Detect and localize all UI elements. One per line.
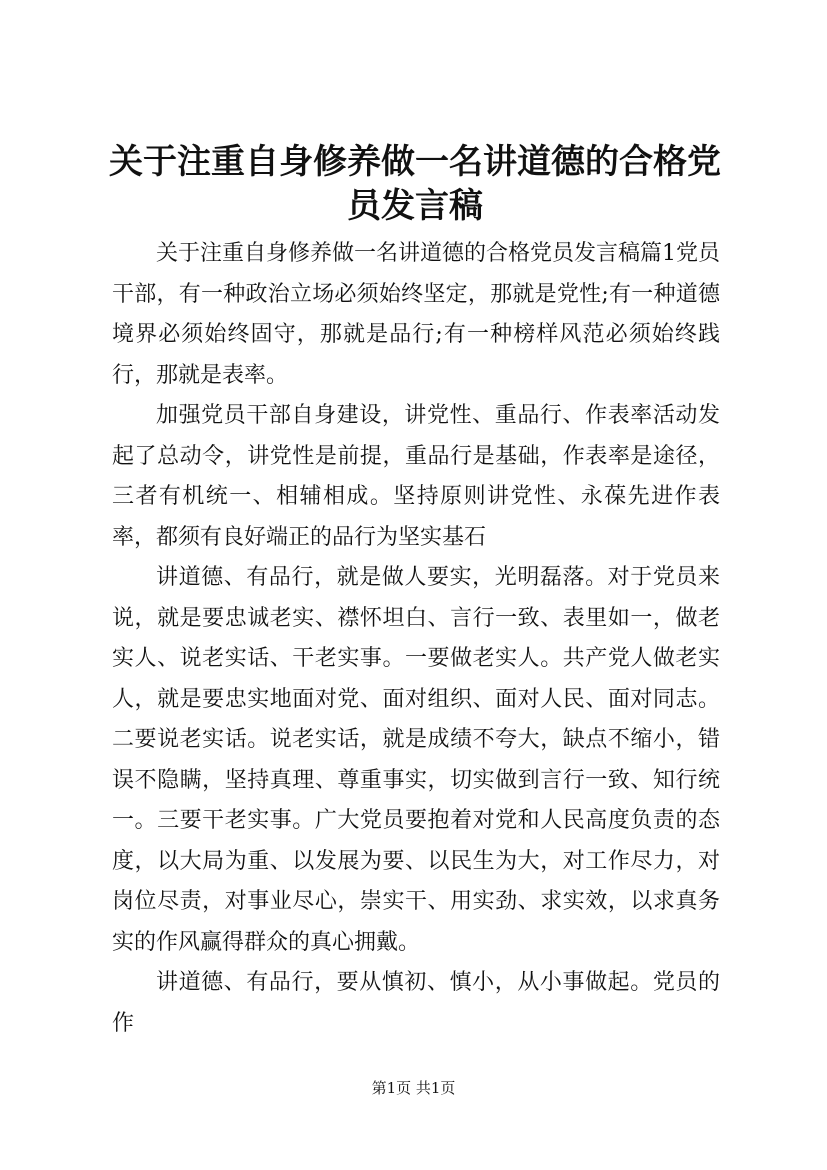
document-body	[112, 234, 720, 1044]
paragraph-2: 加强党员干部自身建设，讲党性、重品行、作表率活动发起了总动令，讲党性是前提，重品行是基础，作表率是途径，三者有机统一、相辅相成。坚持原则讲党性、永葆先进作表率，都须有良好端正的品行为坚实基石	[112, 403, 720, 550]
document-title: 关于注重自身修养做一名讲道德的合格党员发言稿	[109, 142, 721, 226]
paragraph-1: 关于注重自身修养做一名讲道德的合格党员发言稿篇1党员干部，有一种政治立场必须始终坚定，那就是党性;有一种道德境界必须始终固守，那就是品行;有一种榜样风范必须始终践行，那就是表率。	[112, 241, 720, 388]
page-footer: 第1页 共1页	[371, 1079, 456, 1097]
paragraph-4: 讲道德、有品行，要从慎初、慎小，从小事做起。党员的作	[112, 970, 720, 1036]
paragraph-3: 讲道德、有品行，就是做人要实，光明磊落。对于党员来说，就是要忠诚老实、襟怀坦白、言行一致、表里如一，做老实人、说老实话、干老实事。一要做老实人。共产党人做老实人，就是要忠实地面对党、面对组织、面对人民、面对同志。二要说老实话。说老实话，就是成绩不夸大，缺点不缩小，错误不隐瞒，坚持真理、尊重事实，切实做到言行一致、知行统一。三要干老实事。广大党员要抱着对党和人民高度负责的态度，以大局为重、以发展为要、以民生为大，对工作尽力，对岗位尽责，对事业尽心，崇实干、用实劲、求实效，以求真务实的作风赢得群众的真心拥戴。	[112, 565, 720, 955]
